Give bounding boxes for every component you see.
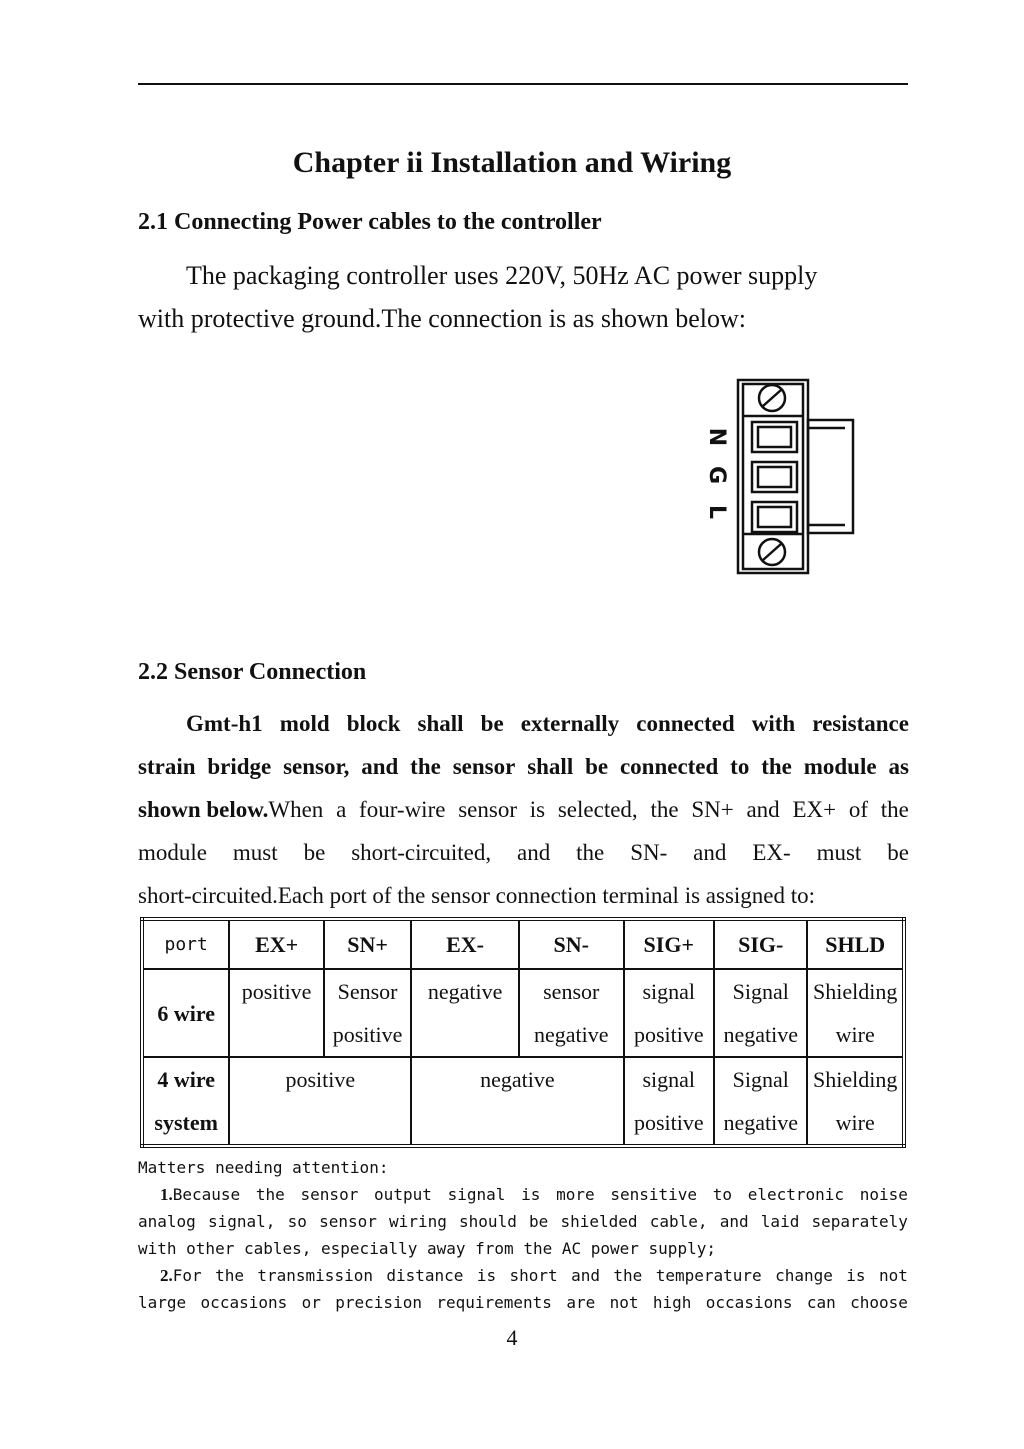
table-row-4-wire bbox=[142, 1057, 904, 1146]
cell-6wire-shld: Shielding wire bbox=[807, 969, 904, 1057]
chapter-title: Chapter ii Installation and Wiring bbox=[292, 146, 732, 179]
cell-6wire-ex-plus: positive bbox=[229, 969, 323, 1057]
notes-title: Matters needing attention: bbox=[138, 1158, 389, 1177]
header-rule bbox=[138, 83, 908, 85]
cell-6wire-ex-minus: negative bbox=[411, 969, 519, 1057]
header-cell-port: port bbox=[142, 919, 229, 969]
header-cell-sig-minus: SIG- bbox=[714, 919, 807, 969]
header-cell-ex-minus: EX- bbox=[411, 919, 519, 969]
header-cell-sn-minus: SN- bbox=[519, 919, 624, 969]
table-header-row bbox=[142, 919, 904, 969]
cell-4wire-sig-plus: signal positive bbox=[624, 1057, 714, 1146]
cell-6wire-sn-plus: Sensor positive bbox=[324, 969, 411, 1057]
cell-4wire-sig-minus: Signal negative bbox=[714, 1057, 807, 1146]
terminal-label-l: L bbox=[704, 504, 729, 520]
power-terminal-diagram bbox=[690, 370, 865, 585]
cell-4wire-shld: Shielding wire bbox=[807, 1057, 904, 1146]
header-cell-sn-plus: SN+ bbox=[324, 919, 411, 969]
cell-6wire-sig-plus: signal positive bbox=[624, 969, 714, 1057]
section-heading-power: 2.1 Connecting Power cables to the controller bbox=[138, 209, 602, 235]
note-1-line-1: 1.Because the sensor output signal is more sensitive to electronic noise bbox=[160, 1185, 908, 1204]
power-paragraph-line-2: with protective ground.The connection is as shown below: bbox=[138, 304, 746, 333]
terminal-label-g: G bbox=[704, 465, 729, 485]
cell-4wire-negative: negative bbox=[411, 1057, 623, 1146]
note-1-line-3: with other cables, especially away from the AC power supply; bbox=[138, 1239, 716, 1258]
header-cell-ex-plus: EX+ bbox=[229, 919, 323, 969]
note-2-line-1: 2.For the transmission distance is short and the temperature change is not bbox=[160, 1266, 908, 1285]
row-label-4-wire: 4 wire system bbox=[142, 1057, 229, 1146]
note-1-line-2: analog signal, so sensor wiring should be shielded cable, and laid separately bbox=[138, 1212, 908, 1231]
cell-6wire-sig-minus: Signal negative bbox=[714, 969, 807, 1057]
sensor-paragraph-line-4: module must be short-circuited, and the SN- and EX- must be bbox=[138, 840, 909, 865]
page-number: 4 bbox=[506, 1325, 518, 1350]
sensor-paragraph-line-2: strain bridge sensor, and the sensor shall be connected to the module as bbox=[138, 754, 909, 779]
cell-6wire-sn-minus: sensor negative bbox=[519, 969, 624, 1057]
header-cell-sig-plus: SIG+ bbox=[624, 919, 714, 969]
row-label-6-wire: 6 wire bbox=[142, 969, 229, 1057]
cell-4wire-positive: positive bbox=[229, 1057, 411, 1146]
section-heading-sensor: 2.2 Sensor Connection bbox=[138, 659, 367, 685]
note-2-line-2: large occasions or precision requirements are not high occasions can choose bbox=[138, 1293, 908, 1312]
header-cell-shld: SHLD bbox=[807, 919, 904, 969]
sensor-paragraph-line-5: short-circuited.Each port of the sensor connection terminal is assigned to: bbox=[138, 883, 816, 908]
sensor-paragraph-line-3: shown below.When a four-wire sensor is selected, the SN+ and EX+ of the bbox=[138, 797, 909, 822]
sensor-paragraph-line-1: Gmt-h1 mold block shall be externally connected with resistance bbox=[186, 711, 909, 736]
port-assignment-table bbox=[140, 917, 906, 1148]
table-row-6-wire bbox=[142, 969, 904, 1057]
terminal-label-n: N bbox=[704, 427, 729, 447]
power-paragraph-line-1: The packaging controller uses 220V, 50Hz AC power supply bbox=[186, 261, 818, 290]
